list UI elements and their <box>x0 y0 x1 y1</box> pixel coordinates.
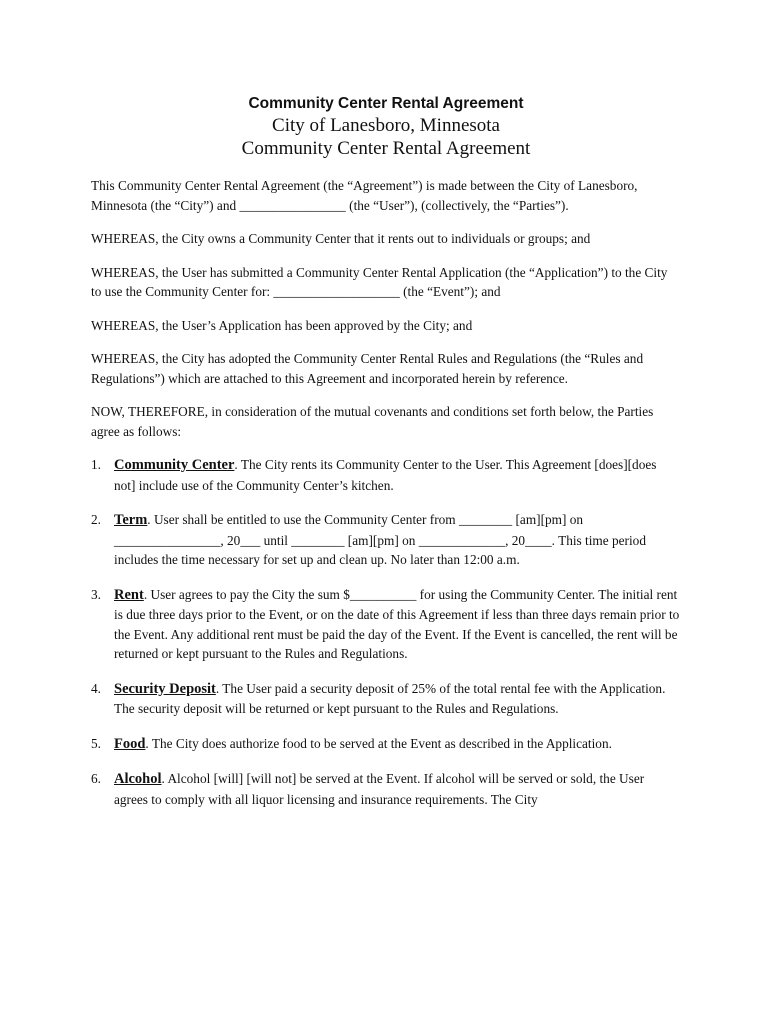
clause-separator: . <box>234 457 238 472</box>
clause-number: 5. <box>91 735 101 751</box>
clause-text: User agrees to pay the City the sum $__________ for using the Community Center. The initial rent is due three days prior to the Event, or on the date of this Agreement if less than three days remain prior to the Event. Any additional rent must be paid the day of the Event. If the Event is cancelled, the rent will be returned or kept pursuant to the Rules and Regulations. <box>114 586 680 661</box>
clause-item <box>91 679 681 719</box>
clause-term: Security Deposit <box>114 680 216 697</box>
document-body <box>91 176 681 809</box>
clause-item <box>91 455 681 495</box>
clause-number: 6. <box>91 771 101 786</box>
recital-paragraph: WHEREAS, the User has submitted a Community Center Rental Application (the “Application”) to the City to use the Community Center for: ___________________ (the “Event”); and <box>91 264 668 299</box>
recital-paragraph: WHEREAS, the City has adopted the Community Center Rental Rules and Regulations (the “Rules and Regulations”) which are attached to this Agreement and incorporated herein by reference. <box>91 351 644 386</box>
recital-paragraph: WHEREAS, the City owns a Community Center that it rents out to individuals or groups; and <box>91 231 591 246</box>
clause-text: Alcohol [will] [will not] be served at the Event. If alcohol will be served or sold, the User agrees to comply with all liquor licensing and insurance requirements. The City <box>114 771 645 807</box>
clause-number: 4. <box>91 680 101 696</box>
clause-text: The User paid a security deposit of 25% of the total rental fee with the Application. The security deposit will be returned or kept pursuant to the Rules and Regulations. <box>114 680 666 716</box>
clause-term: Community Center <box>114 457 235 473</box>
document-title-sans: Community Center Rental Agreement <box>248 95 524 112</box>
document-title-serif: Community Center Rental Agreement <box>241 138 531 159</box>
clause-number: 2. <box>91 512 101 527</box>
clause-separator: . <box>147 512 151 527</box>
recital-paragraph: WHEREAS, the User’s Application has been approved by the City; and <box>91 317 473 333</box>
clause-separator: . <box>215 680 220 696</box>
clause-separator: . <box>143 586 148 602</box>
clause-term: Term <box>114 512 148 528</box>
clause-item <box>91 734 681 755</box>
therefore-paragraph: NOW, THEREFORE, in consideration of the mutual covenants and conditions set forth below, the Parties agree as follows: <box>91 404 654 439</box>
clause-text: User shall be entitled to use the Community Center from ________ [am][pm] on ________________, 20___ until ________ [am][pm] on _____________, 20____. This time period includes the time necessary for set up and clean up. No later than 12:00 a.m. <box>114 512 646 567</box>
intro-paragraph: This Community Center Rental Agreement (the “Agreement”) is made between the City of Lanesboro, Minnesota (the “City”) and ________________ (the “User”), (collectively, the “Parties”). <box>91 178 638 213</box>
clause-number: 1. <box>91 457 101 472</box>
clause-item <box>91 510 681 570</box>
clause-number: 3. <box>91 586 101 602</box>
clause-separator: . <box>145 735 149 751</box>
city-line: City of Lanesboro, Minnesota <box>272 115 500 136</box>
clause-text: The City rents its Community Center to the User. This Agreement [does][does not] include use of the Community Center’s kitchen. <box>114 457 657 493</box>
clause-item <box>91 585 681 664</box>
clause-term: Food <box>114 735 146 752</box>
clause-term: Rent <box>114 586 144 603</box>
clause-separator: . <box>161 771 165 786</box>
clause-text: The City does authorize food to be served at the Event as described in the Application. <box>148 735 612 751</box>
clause-term: Alcohol <box>114 771 162 787</box>
clause-item <box>91 769 681 809</box>
clause-list <box>91 455 681 809</box>
